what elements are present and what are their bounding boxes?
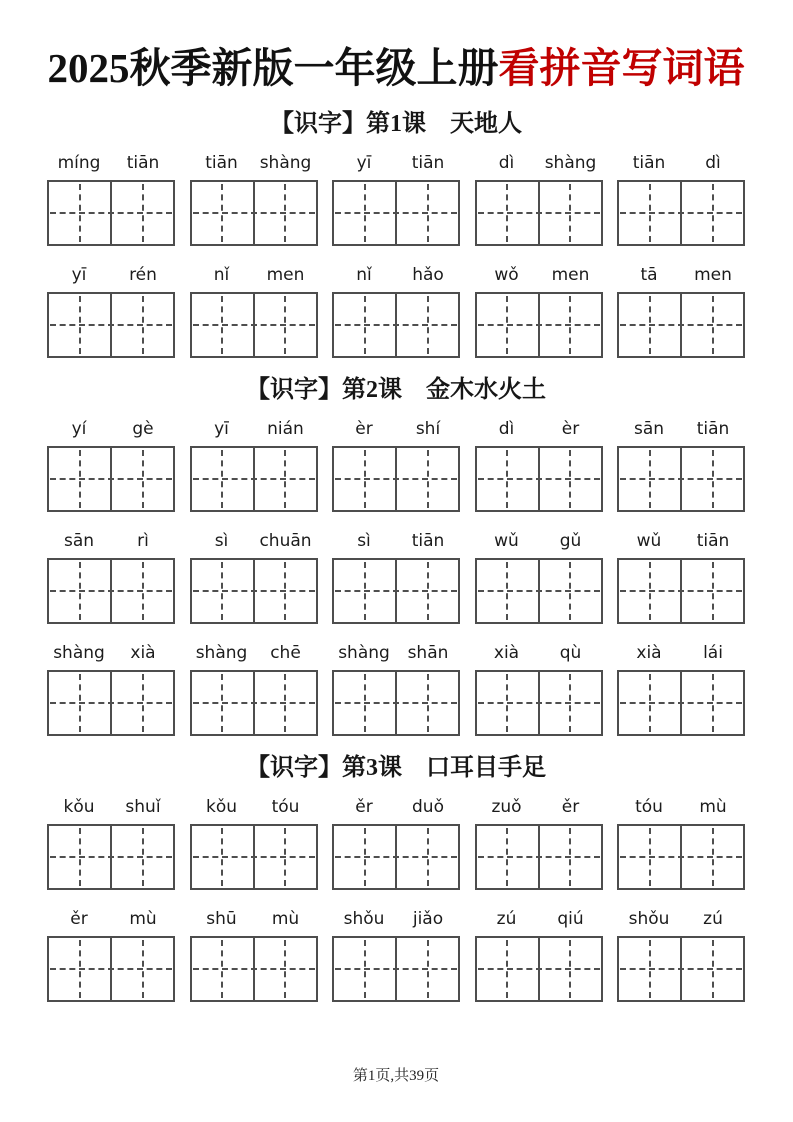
word-group — [332, 263, 460, 358]
pinyin-label: tiān — [696, 531, 730, 552]
grid-cell — [680, 560, 743, 622]
grid-cell — [395, 182, 458, 244]
pinyin-row — [332, 907, 460, 931]
pinyin-label: gè — [132, 419, 154, 440]
pinyin-label: mù — [699, 797, 727, 818]
writing-grid — [47, 824, 175, 890]
writing-grid — [332, 292, 460, 358]
pinyin-label: mù — [129, 909, 157, 930]
word-group — [332, 795, 460, 890]
writing-grid — [190, 824, 318, 890]
pinyin-label: nǐ — [356, 265, 372, 286]
grid-cell — [192, 938, 253, 1000]
writing-grid — [332, 558, 460, 624]
pinyin-label: shǒu — [343, 909, 385, 930]
word-group — [475, 795, 603, 890]
pinyin-row — [475, 151, 603, 175]
writing-grid — [190, 292, 318, 358]
pinyin-label: kǒu — [205, 797, 238, 818]
pinyin-row — [475, 417, 603, 441]
pinyin-label: èr — [561, 419, 580, 440]
grid-cell — [253, 182, 316, 244]
word-group — [332, 151, 460, 246]
pinyin-row — [617, 529, 745, 553]
grid-cell — [110, 826, 173, 888]
word-group — [332, 529, 460, 624]
grid-cell — [49, 672, 110, 734]
writing-grid — [475, 824, 603, 890]
pinyin-row — [47, 529, 175, 553]
pinyin-label: shàng — [259, 153, 312, 174]
pinyin-label: nián — [267, 419, 304, 440]
grid-cell — [49, 294, 110, 356]
pinyin-row — [475, 263, 603, 287]
pinyin-label: ěr — [561, 797, 580, 818]
grid-cell — [192, 182, 253, 244]
pinyin-label: zuǒ — [491, 797, 522, 818]
word-group — [47, 529, 175, 624]
pinyin-label: shān — [407, 643, 449, 664]
pinyin-label: dì — [498, 419, 515, 440]
pinyin-label: tā — [640, 265, 658, 286]
grid-cell — [334, 826, 395, 888]
grid-cell — [49, 448, 110, 510]
writing-grid — [475, 558, 603, 624]
pinyin-label: kǒu — [63, 797, 95, 818]
grid-cell — [192, 560, 253, 622]
word-row — [47, 417, 745, 512]
grid-cell — [538, 448, 601, 510]
pinyin-row — [332, 151, 460, 175]
word-group — [475, 151, 603, 246]
word-group — [332, 417, 460, 512]
pinyin-label: dì — [705, 153, 721, 174]
word-group — [47, 641, 175, 736]
grid-cell — [192, 826, 253, 888]
word-group — [617, 641, 745, 736]
pinyin-label: sì — [214, 531, 229, 552]
word-group — [47, 263, 175, 358]
pinyin-label: tiān — [696, 419, 730, 440]
lesson-section-3 — [47, 753, 745, 1002]
grid-cell — [538, 826, 601, 888]
pinyin-label: wǒ — [494, 265, 519, 286]
pinyin-row — [475, 907, 603, 931]
word-group — [190, 417, 318, 512]
pinyin-label: duǒ — [412, 797, 444, 818]
grid-cell — [192, 448, 253, 510]
pinyin-label: dì — [498, 153, 515, 174]
pinyin-label: rén — [129, 265, 157, 286]
pinyin-label: míng — [57, 153, 101, 174]
pinyin-label: xià — [493, 643, 520, 664]
word-row — [47, 795, 745, 890]
pinyin-row — [190, 417, 318, 441]
grid-cell — [49, 560, 110, 622]
pinyin-label: ěr — [355, 797, 373, 818]
grid-cell — [538, 672, 601, 734]
pinyin-row — [190, 151, 318, 175]
writing-grid — [475, 180, 603, 246]
grid-cell — [619, 560, 680, 622]
pinyin-label: èr — [355, 419, 373, 440]
pinyin-row — [332, 795, 460, 819]
grid-cell — [538, 182, 601, 244]
word-row — [47, 529, 745, 624]
writing-grid — [332, 446, 460, 512]
pinyin-label: gǔ — [559, 531, 582, 552]
word-group — [47, 795, 175, 890]
grid-cell — [49, 938, 110, 1000]
word-group — [190, 263, 318, 358]
grid-cell — [538, 294, 601, 356]
pinyin-row — [47, 417, 175, 441]
grid-cell — [253, 448, 316, 510]
word-group — [190, 151, 318, 246]
pinyin-label: sì — [357, 531, 371, 552]
word-group — [190, 795, 318, 890]
grid-cell — [477, 826, 538, 888]
grid-cell — [680, 938, 743, 1000]
writing-grid — [617, 670, 745, 736]
grid-cell — [395, 672, 458, 734]
pinyin-label: yī — [356, 153, 372, 174]
word-group — [47, 151, 175, 246]
pinyin-row — [617, 907, 745, 931]
grid-cell — [680, 448, 743, 510]
pinyin-row — [475, 641, 603, 665]
pinyin-row — [190, 529, 318, 553]
writing-grid — [475, 292, 603, 358]
pinyin-label: tiān — [632, 153, 666, 174]
page-title — [47, 42, 745, 95]
word-group — [332, 641, 460, 736]
page-number: 第1页,共39页 — [352, 1068, 440, 1085]
pinyin-label: sān — [63, 531, 95, 552]
page-title-black: 2025秋季新版一年级上册 — [47, 45, 499, 91]
pinyin-row — [47, 263, 175, 287]
pinyin-row — [332, 529, 460, 553]
writing-grid — [617, 446, 745, 512]
grid-cell — [395, 560, 458, 622]
grid-cell — [680, 182, 743, 244]
pinyin-row — [190, 795, 318, 819]
section-heading: 【识字】第3课 口耳目手足 — [246, 755, 546, 782]
grid-cell — [619, 448, 680, 510]
word-group — [47, 907, 175, 1002]
pinyin-label: qù — [559, 643, 582, 664]
pinyin-row — [475, 795, 603, 819]
grid-cell — [110, 294, 173, 356]
pinyin-row — [617, 417, 745, 441]
grid-cell — [477, 182, 538, 244]
writing-grid — [190, 180, 318, 246]
word-group — [617, 795, 745, 890]
pinyin-label: zú — [703, 909, 723, 930]
grid-cell — [477, 672, 538, 734]
pinyin-label: shàng — [195, 643, 248, 664]
word-group — [47, 417, 175, 512]
grid-cell — [395, 826, 458, 888]
grid-cell — [334, 294, 395, 356]
word-group — [617, 151, 745, 246]
writing-grid — [617, 180, 745, 246]
pinyin-label: tiān — [411, 153, 445, 174]
pinyin-row — [617, 263, 745, 287]
grid-cell — [538, 938, 601, 1000]
section-heading: 【识字】第1课 天地人 — [270, 111, 522, 138]
word-group — [617, 529, 745, 624]
grid-cell — [680, 294, 743, 356]
pinyin-row — [332, 263, 460, 287]
grid-cell — [110, 560, 173, 622]
pinyin-label: hǎo — [412, 265, 444, 286]
lesson-section-2 — [47, 375, 745, 736]
word-group — [617, 263, 745, 358]
grid-cell — [395, 448, 458, 510]
writing-grid — [190, 446, 318, 512]
pinyin-label: nǐ — [213, 265, 230, 286]
writing-grid — [475, 446, 603, 512]
pinyin-label: sān — [633, 419, 665, 440]
pinyin-label: men — [266, 265, 305, 286]
pinyin-row — [47, 641, 175, 665]
grid-cell — [395, 938, 458, 1000]
pinyin-label: men — [694, 265, 732, 286]
grid-cell — [395, 294, 458, 356]
pinyin-label: tiān — [205, 153, 238, 174]
pinyin-label: tóu — [271, 797, 300, 818]
word-group — [475, 529, 603, 624]
pinyin-label: shǒu — [628, 909, 670, 930]
pinyin-row — [617, 795, 745, 819]
grid-cell — [192, 672, 253, 734]
word-group — [617, 417, 745, 512]
writing-grid — [47, 446, 175, 512]
grid-cell — [680, 672, 743, 734]
lesson-section-1 — [47, 109, 745, 358]
pinyin-label: chuān — [259, 531, 312, 552]
writing-grid — [190, 936, 318, 1002]
grid-cell — [477, 938, 538, 1000]
pinyin-label: yī — [214, 419, 229, 440]
writing-grid — [190, 670, 318, 736]
pinyin-label: rì — [137, 531, 149, 552]
grid-cell — [110, 182, 173, 244]
word-group — [475, 907, 603, 1002]
word-row — [47, 641, 745, 736]
writing-grid — [332, 936, 460, 1002]
pinyin-label: jiǎo — [412, 909, 444, 930]
writing-grid — [190, 558, 318, 624]
word-group — [332, 907, 460, 1002]
grid-cell — [49, 182, 110, 244]
grid-cell — [477, 448, 538, 510]
writing-grid — [617, 936, 745, 1002]
writing-grid — [47, 292, 175, 358]
pinyin-row — [332, 641, 460, 665]
grid-cell — [110, 938, 173, 1000]
pinyin-label: chē — [270, 643, 301, 664]
pinyin-label: shū — [206, 909, 237, 930]
pinyin-label: shuǐ — [125, 797, 161, 818]
grid-cell — [680, 826, 743, 888]
writing-grid — [332, 824, 460, 890]
writing-grid — [47, 180, 175, 246]
grid-cell — [253, 672, 316, 734]
grid-cell — [619, 938, 680, 1000]
pinyin-label: tiān — [411, 531, 445, 552]
pinyin-label: shàng — [544, 153, 597, 174]
writing-grid — [617, 824, 745, 890]
pinyin-label: qiú — [557, 909, 584, 930]
word-group — [617, 907, 745, 1002]
grid-cell — [477, 294, 538, 356]
writing-grid — [47, 558, 175, 624]
word-group — [190, 641, 318, 736]
grid-cell — [192, 294, 253, 356]
pinyin-label: shàng — [53, 643, 105, 664]
writing-grid — [332, 670, 460, 736]
word-row — [47, 907, 745, 1002]
pinyin-label: men — [551, 265, 590, 286]
sections-container — [47, 109, 745, 1002]
writing-grid — [47, 670, 175, 736]
grid-cell — [334, 938, 395, 1000]
word-group — [475, 641, 603, 736]
grid-cell — [334, 448, 395, 510]
pinyin-label: wǔ — [636, 531, 662, 552]
word-group — [190, 529, 318, 624]
word-row — [47, 151, 745, 246]
pinyin-label: tóu — [635, 797, 663, 818]
grid-cell — [477, 560, 538, 622]
grid-cell — [334, 182, 395, 244]
pinyin-row — [332, 417, 460, 441]
pinyin-row — [475, 529, 603, 553]
pinyin-label: shàng — [338, 643, 390, 664]
page-title-red: 看拼音写词语 — [498, 45, 745, 91]
writing-grid — [332, 180, 460, 246]
word-group — [475, 417, 603, 512]
grid-cell — [110, 448, 173, 510]
pinyin-row — [190, 263, 318, 287]
writing-grid — [47, 936, 175, 1002]
pinyin-label: tiān — [126, 153, 160, 174]
pinyin-label: shí — [415, 419, 441, 440]
writing-grid — [617, 292, 745, 358]
word-group — [190, 907, 318, 1002]
word-group — [475, 263, 603, 358]
grid-cell — [253, 294, 316, 356]
grid-cell — [619, 672, 680, 734]
pinyin-row — [190, 641, 318, 665]
pinyin-label: yī — [71, 265, 87, 286]
pinyin-label: xià — [130, 643, 156, 664]
grid-cell — [538, 560, 601, 622]
writing-grid — [475, 670, 603, 736]
grid-cell — [49, 826, 110, 888]
grid-cell — [619, 826, 680, 888]
grid-cell — [253, 560, 316, 622]
grid-cell — [253, 826, 316, 888]
pinyin-label: wǔ — [494, 531, 519, 552]
grid-cell — [334, 560, 395, 622]
pinyin-label: ěr — [70, 909, 88, 930]
pinyin-row — [617, 151, 745, 175]
grid-cell — [110, 672, 173, 734]
writing-grid — [475, 936, 603, 1002]
pinyin-row — [47, 907, 175, 931]
section-heading: 【识字】第2课 金木水火土 — [246, 377, 546, 404]
word-row — [47, 263, 745, 358]
pinyin-label: yí — [71, 419, 87, 440]
pinyin-row — [190, 907, 318, 931]
pinyin-label: zú — [496, 909, 517, 930]
pinyin-label: lái — [703, 643, 723, 664]
grid-cell — [619, 294, 680, 356]
grid-cell — [334, 672, 395, 734]
pinyin-row — [47, 151, 175, 175]
grid-cell — [619, 182, 680, 244]
pinyin-row — [617, 641, 745, 665]
writing-grid — [617, 558, 745, 624]
pinyin-row — [47, 795, 175, 819]
grid-cell — [253, 938, 316, 1000]
pinyin-label: mù — [271, 909, 300, 930]
pinyin-label: xià — [636, 643, 662, 664]
